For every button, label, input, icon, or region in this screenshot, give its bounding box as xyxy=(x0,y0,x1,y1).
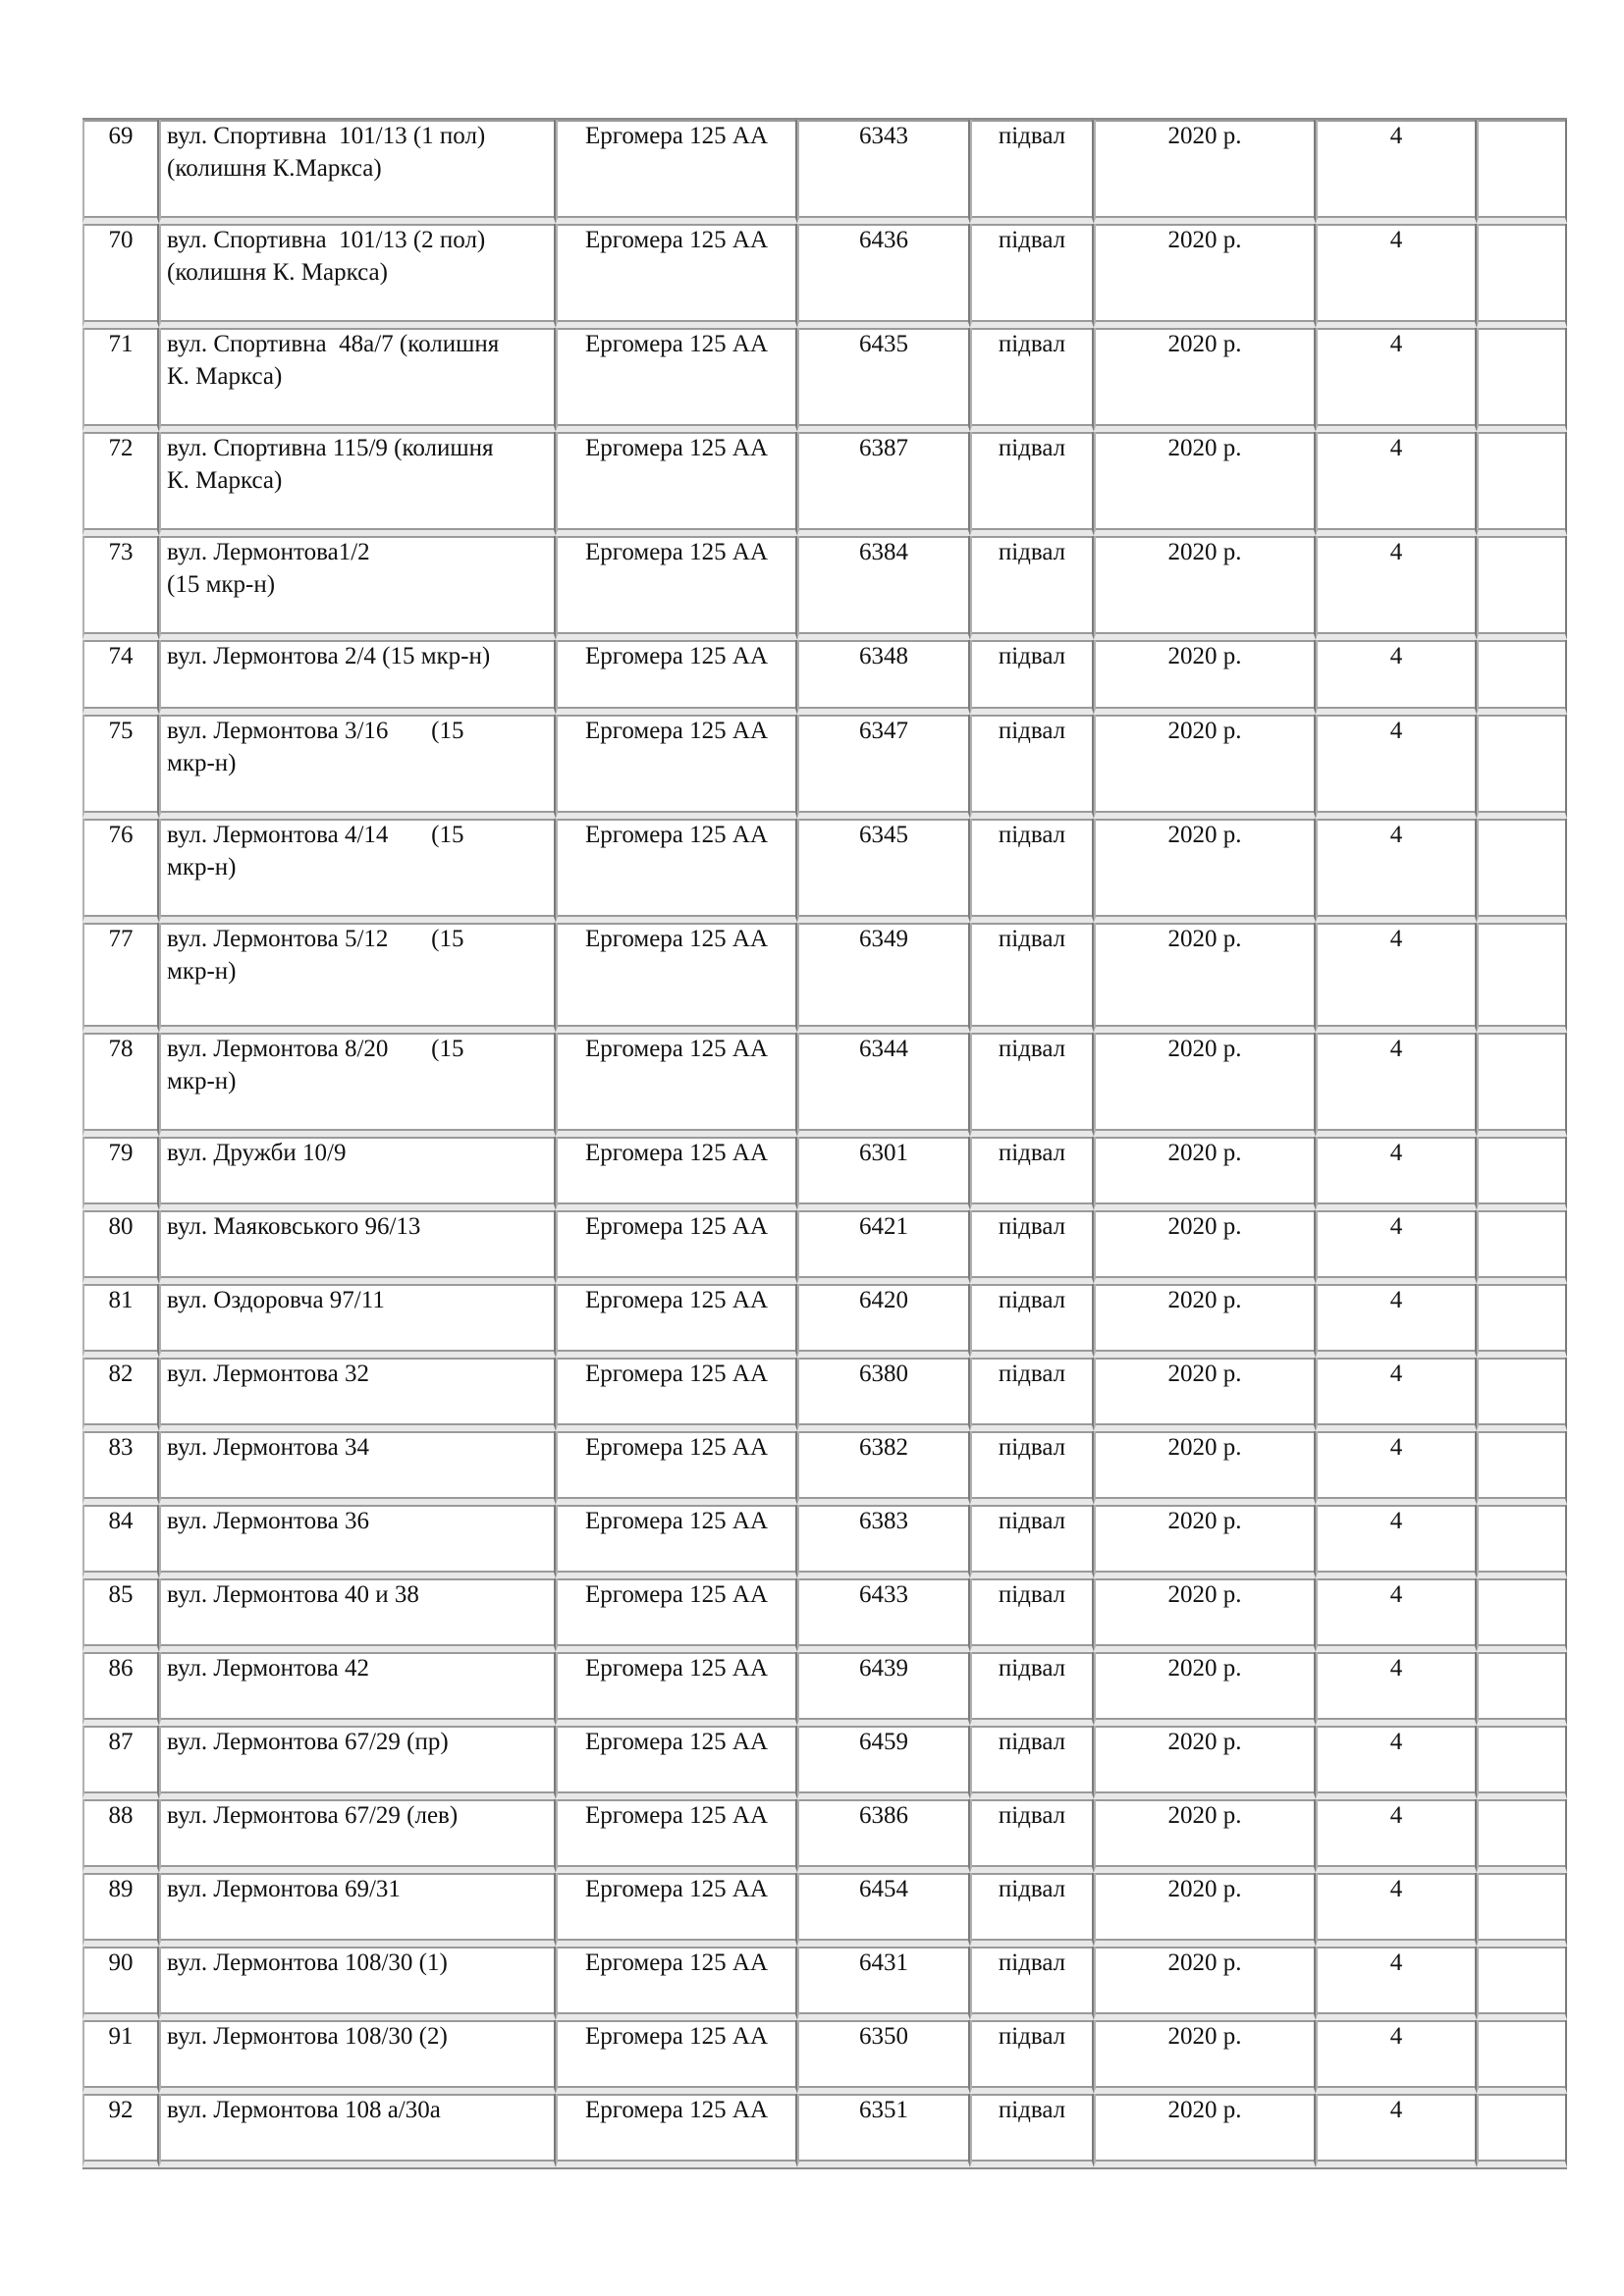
table-row xyxy=(82,1578,1567,1652)
row-number-cell: 70 xyxy=(82,224,159,328)
value-cell: 4 xyxy=(1316,923,1477,1033)
year-cell: 2020 р. xyxy=(1094,536,1316,640)
meter-type-cell: Ергомера 125 АА xyxy=(556,536,797,640)
year-cell: 2020 р. xyxy=(1094,1873,1316,1947)
value-cell: 4 xyxy=(1316,120,1477,224)
year-cell: 2020 р. xyxy=(1094,2020,1316,2094)
year-cell: 2020 р. xyxy=(1094,819,1316,923)
serial-number-cell: 6343 xyxy=(797,120,970,224)
meter-type-cell: Ергомера 125 АА xyxy=(556,1033,797,1137)
table-row xyxy=(82,819,1567,923)
row-number-cell: 91 xyxy=(82,2020,159,2094)
address-line: (колишня К.Маркса) xyxy=(167,155,382,182)
table-row xyxy=(82,2094,1567,2167)
year-cell: 2020 р. xyxy=(1094,2094,1316,2167)
year-cell: 2020 р. xyxy=(1094,328,1316,432)
serial-number-cell: 6386 xyxy=(797,1799,970,1873)
meter-type-cell: Ергомера 125 АА xyxy=(556,1137,797,1210)
empty-cell xyxy=(1477,536,1567,640)
value-cell: 4 xyxy=(1316,1578,1477,1652)
address-line: мкр-н) xyxy=(167,1068,237,1095)
location-cell: підвал xyxy=(970,819,1094,923)
table-row xyxy=(82,1137,1567,1210)
address-line: вул. Маяковського 96/13 xyxy=(167,1213,421,1240)
serial-number-cell: 6349 xyxy=(797,923,970,1033)
empty-cell xyxy=(1477,1137,1567,1210)
address-line: вул. Лермонтова 4/14 (15 xyxy=(167,822,464,848)
value-cell: 4 xyxy=(1316,2094,1477,2167)
address-cell xyxy=(159,328,556,432)
empty-cell xyxy=(1477,2094,1567,2167)
address-line: вул. Лермонтова 67/29 (лев) xyxy=(167,1802,459,1829)
meter-type-cell: Ергомера 125 АА xyxy=(556,120,797,224)
meter-type-cell: Ергомера 125 АА xyxy=(556,923,797,1033)
address-cell xyxy=(159,120,556,224)
address-cell xyxy=(159,1358,556,1431)
year-cell: 2020 р. xyxy=(1094,1799,1316,1873)
address-cell xyxy=(159,2094,556,2167)
meter-type-cell: Ергомера 125 АА xyxy=(556,328,797,432)
address-line: вул. Спортивна 101/13 (2 пол) xyxy=(167,227,486,253)
address-line: вул. Лермонтова 36 xyxy=(167,1508,369,1534)
meter-type-cell: Ергомера 125 АА xyxy=(556,2094,797,2167)
serial-number-cell: 6301 xyxy=(797,1137,970,1210)
year-cell: 2020 р. xyxy=(1094,1033,1316,1137)
table-row xyxy=(82,1947,1567,2020)
location-cell: підвал xyxy=(970,2020,1094,2094)
address-line: мкр-н) xyxy=(167,958,237,985)
table-row xyxy=(82,1431,1567,1505)
row-number-cell: 85 xyxy=(82,1578,159,1652)
empty-cell xyxy=(1477,1726,1567,1799)
row-number-cell: 79 xyxy=(82,1137,159,1210)
meter-type-cell: Ергомера 125 АА xyxy=(556,1284,797,1358)
row-number-cell: 81 xyxy=(82,1284,159,1358)
location-cell: підвал xyxy=(970,715,1094,819)
serial-number-cell: 6436 xyxy=(797,224,970,328)
address-line: вул. Лермонтова1/2 xyxy=(167,539,370,565)
value-cell: 4 xyxy=(1316,1033,1477,1137)
address-cell xyxy=(159,1799,556,1873)
table-row xyxy=(82,328,1567,432)
location-cell: підвал xyxy=(970,224,1094,328)
value-cell: 4 xyxy=(1316,536,1477,640)
empty-cell xyxy=(1477,819,1567,923)
empty-cell xyxy=(1477,1799,1567,1873)
serial-number-cell: 6350 xyxy=(797,2020,970,2094)
address-line: вул. Лермонтова 69/31 xyxy=(167,1876,401,1902)
address-line: вул. Спортивна 101/13 (1 пол) xyxy=(167,123,486,149)
address-line: (15 мкр-н) xyxy=(167,571,276,598)
year-cell: 2020 р. xyxy=(1094,1505,1316,1578)
empty-cell xyxy=(1477,1033,1567,1137)
row-number-cell: 74 xyxy=(82,640,159,715)
location-cell: підвал xyxy=(970,640,1094,715)
table-row xyxy=(82,1505,1567,1578)
address-line: вул. Лермонтова 5/12 (15 xyxy=(167,926,464,952)
meter-type-cell: Ергомера 125 АА xyxy=(556,224,797,328)
serial-number-cell: 6420 xyxy=(797,1284,970,1358)
year-cell: 2020 р. xyxy=(1094,1947,1316,2020)
value-cell: 4 xyxy=(1316,1799,1477,1873)
address-cell xyxy=(159,640,556,715)
address-cell xyxy=(159,1284,556,1358)
row-number-cell: 80 xyxy=(82,1210,159,1284)
row-number-cell: 69 xyxy=(82,120,159,224)
address-line: мкр-н) xyxy=(167,854,237,881)
location-cell: підвал xyxy=(970,1358,1094,1431)
value-cell: 4 xyxy=(1316,1726,1477,1799)
year-cell: 2020 р. xyxy=(1094,1358,1316,1431)
empty-cell xyxy=(1477,2020,1567,2094)
location-cell: підвал xyxy=(970,923,1094,1033)
address-cell xyxy=(159,1726,556,1799)
address-cell xyxy=(159,1873,556,1947)
address-cell xyxy=(159,1505,556,1578)
empty-cell xyxy=(1477,1578,1567,1652)
empty-cell xyxy=(1477,1947,1567,2020)
table-row xyxy=(82,1726,1567,1799)
meter-type-cell: Ергомера 125 АА xyxy=(556,640,797,715)
year-cell: 2020 р. xyxy=(1094,432,1316,536)
value-cell: 4 xyxy=(1316,1284,1477,1358)
value-cell: 4 xyxy=(1316,1873,1477,1947)
location-cell: підвал xyxy=(970,432,1094,536)
meter-type-cell: Ергомера 125 АА xyxy=(556,1431,797,1505)
empty-cell xyxy=(1477,120,1567,224)
meter-type-cell: Ергомера 125 АА xyxy=(556,1947,797,2020)
row-number-cell: 82 xyxy=(82,1358,159,1431)
empty-cell xyxy=(1477,1358,1567,1431)
year-cell: 2020 р. xyxy=(1094,120,1316,224)
empty-cell xyxy=(1477,224,1567,328)
address-line: вул. Дружби 10/9 xyxy=(167,1140,347,1166)
row-number-cell: 86 xyxy=(82,1652,159,1726)
address-cell xyxy=(159,1033,556,1137)
empty-cell xyxy=(1477,432,1567,536)
meter-type-cell: Ергомера 125 АА xyxy=(556,1210,797,1284)
empty-cell xyxy=(1477,1284,1567,1358)
address-cell xyxy=(159,1210,556,1284)
location-cell: підвал xyxy=(970,120,1094,224)
value-cell: 4 xyxy=(1316,1210,1477,1284)
value-cell: 4 xyxy=(1316,819,1477,923)
value-cell: 4 xyxy=(1316,2020,1477,2094)
serial-number-cell: 6344 xyxy=(797,1033,970,1137)
empty-cell xyxy=(1477,1210,1567,1284)
meter-type-cell: Ергомера 125 АА xyxy=(556,715,797,819)
table-row xyxy=(82,1873,1567,1947)
year-cell: 2020 р. xyxy=(1094,1652,1316,1726)
location-cell: підвал xyxy=(970,328,1094,432)
address-cell xyxy=(159,2020,556,2094)
year-cell: 2020 р. xyxy=(1094,640,1316,715)
table-row xyxy=(82,2020,1567,2094)
table-row xyxy=(82,536,1567,640)
serial-number-cell: 6345 xyxy=(797,819,970,923)
location-cell: підвал xyxy=(970,1137,1094,1210)
meter-type-cell: Ергомера 125 АА xyxy=(556,1873,797,1947)
year-cell: 2020 р. xyxy=(1094,224,1316,328)
serial-number-cell: 6433 xyxy=(797,1578,970,1652)
meter-type-cell: Ергомера 125 АА xyxy=(556,1578,797,1652)
value-cell: 4 xyxy=(1316,1505,1477,1578)
serial-number-cell: 6421 xyxy=(797,1210,970,1284)
address-line: вул. Лермонтова 32 xyxy=(167,1361,369,1387)
value-cell: 4 xyxy=(1316,715,1477,819)
address-cell xyxy=(159,819,556,923)
location-cell: підвал xyxy=(970,1210,1094,1284)
address-line: вул. Спортивна 115/9 (колишня xyxy=(167,435,494,461)
address-line: К. Маркса) xyxy=(167,467,283,494)
location-cell: підвал xyxy=(970,1799,1094,1873)
meter-type-cell: Ергомера 125 АА xyxy=(556,2020,797,2094)
empty-cell xyxy=(1477,328,1567,432)
serial-number-cell: 6431 xyxy=(797,1947,970,2020)
serial-number-cell: 6348 xyxy=(797,640,970,715)
serial-number-cell: 6351 xyxy=(797,2094,970,2167)
location-cell: підвал xyxy=(970,1033,1094,1137)
address-cell xyxy=(159,536,556,640)
year-cell: 2020 р. xyxy=(1094,1578,1316,1652)
meter-type-cell: Ергомера 125 АА xyxy=(556,1726,797,1799)
address-line: мкр-н) xyxy=(167,750,237,776)
meter-type-cell: Ергомера 125 АА xyxy=(556,1652,797,1726)
location-cell: підвал xyxy=(970,536,1094,640)
address-line: вул. Лермонтова 34 xyxy=(167,1434,369,1461)
location-cell: підвал xyxy=(970,1578,1094,1652)
value-cell: 4 xyxy=(1316,1947,1477,2020)
serial-number-cell: 6382 xyxy=(797,1431,970,1505)
empty-cell xyxy=(1477,1431,1567,1505)
address-cell xyxy=(159,715,556,819)
serial-number-cell: 6380 xyxy=(797,1358,970,1431)
address-line: вул. Лермонтова 108/30 (1) xyxy=(167,1949,448,1976)
value-cell: 4 xyxy=(1316,1137,1477,1210)
table-row xyxy=(82,1799,1567,1873)
location-cell: підвал xyxy=(970,2094,1094,2167)
row-number-cell: 83 xyxy=(82,1431,159,1505)
table-row xyxy=(82,923,1567,1033)
address-line: вул. Спортивна 48а/7 (колишня xyxy=(167,331,500,357)
empty-cell xyxy=(1477,715,1567,819)
empty-cell xyxy=(1477,923,1567,1033)
value-cell: 4 xyxy=(1316,432,1477,536)
address-line: вул. Лермонтова 42 xyxy=(167,1655,369,1682)
address-cell xyxy=(159,923,556,1033)
location-cell: підвал xyxy=(970,1947,1094,2020)
table-row xyxy=(82,640,1567,715)
location-cell: підвал xyxy=(970,1652,1094,1726)
serial-number-cell: 6454 xyxy=(797,1873,970,1947)
empty-cell xyxy=(1477,1505,1567,1578)
row-number-cell: 92 xyxy=(82,2094,159,2167)
value-cell: 4 xyxy=(1316,640,1477,715)
address-line: вул. Оздоровча 97/11 xyxy=(167,1287,385,1313)
meter-type-cell: Ергомера 125 АА xyxy=(556,1799,797,1873)
row-number-cell: 75 xyxy=(82,715,159,819)
address-line: вул. Лермонтова 108 а/30а xyxy=(167,2097,441,2123)
row-number-cell: 84 xyxy=(82,1505,159,1578)
address-line: вул. Лермонтова 3/16 (15 xyxy=(167,718,464,744)
serial-number-cell: 6384 xyxy=(797,536,970,640)
serial-number-cell: 6459 xyxy=(797,1726,970,1799)
location-cell: підвал xyxy=(970,1431,1094,1505)
location-cell: підвал xyxy=(970,1873,1094,1947)
location-cell: підвал xyxy=(970,1505,1094,1578)
table-row xyxy=(82,1358,1567,1431)
address-line: (колишня К. Маркса) xyxy=(167,259,388,286)
meters-table xyxy=(82,118,1567,2169)
table-row xyxy=(82,120,1567,224)
serial-number-cell: 6383 xyxy=(797,1505,970,1578)
row-number-cell: 90 xyxy=(82,1947,159,2020)
serial-number-cell: 6387 xyxy=(797,432,970,536)
address-line: вул. Лермонтова 40 и 38 xyxy=(167,1581,419,1608)
table-row xyxy=(82,432,1567,536)
value-cell: 4 xyxy=(1316,1431,1477,1505)
address-cell xyxy=(159,1137,556,1210)
year-cell: 2020 р. xyxy=(1094,1726,1316,1799)
row-number-cell: 72 xyxy=(82,432,159,536)
address-line: вул. Лермонтова 67/29 (пр) xyxy=(167,1729,449,1755)
serial-number-cell: 6439 xyxy=(797,1652,970,1726)
meter-type-cell: Ергомера 125 АА xyxy=(556,1505,797,1578)
table-row xyxy=(82,1210,1567,1284)
value-cell: 4 xyxy=(1316,1652,1477,1726)
year-cell: 2020 р. xyxy=(1094,1284,1316,1358)
meter-type-cell: Ергомера 125 АА xyxy=(556,1358,797,1431)
address-cell xyxy=(159,224,556,328)
address-cell xyxy=(159,1431,556,1505)
row-number-cell: 73 xyxy=(82,536,159,640)
row-number-cell: 71 xyxy=(82,328,159,432)
serial-number-cell: 6347 xyxy=(797,715,970,819)
address-cell xyxy=(159,1578,556,1652)
address-cell xyxy=(159,1947,556,2020)
table-row xyxy=(82,1652,1567,1726)
address-cell xyxy=(159,432,556,536)
year-cell: 2020 р. xyxy=(1094,1137,1316,1210)
location-cell: підвал xyxy=(970,1726,1094,1799)
empty-cell xyxy=(1477,640,1567,715)
table-row xyxy=(82,1284,1567,1358)
value-cell: 4 xyxy=(1316,224,1477,328)
address-line: К. Маркса) xyxy=(167,363,283,390)
row-number-cell: 89 xyxy=(82,1873,159,1947)
empty-cell xyxy=(1477,1873,1567,1947)
table-row xyxy=(82,224,1567,328)
address-cell xyxy=(159,1652,556,1726)
empty-cell xyxy=(1477,1652,1567,1726)
meter-type-cell: Ергомера 125 АА xyxy=(556,819,797,923)
row-number-cell: 76 xyxy=(82,819,159,923)
address-line: вул. Лермонтова 2/4 (15 мкр-н) xyxy=(167,643,491,669)
address-line: вул. Лермонтова 8/20 (15 xyxy=(167,1036,464,1062)
meter-type-cell: Ергомера 125 АА xyxy=(556,432,797,536)
row-number-cell: 88 xyxy=(82,1799,159,1873)
table-row xyxy=(82,1033,1567,1137)
row-number-cell: 78 xyxy=(82,1033,159,1137)
row-number-cell: 87 xyxy=(82,1726,159,1799)
value-cell: 4 xyxy=(1316,328,1477,432)
year-cell: 2020 р. xyxy=(1094,923,1316,1033)
address-line: вул. Лермонтова 108/30 (2) xyxy=(167,2023,448,2050)
location-cell: підвал xyxy=(970,1284,1094,1358)
year-cell: 2020 р. xyxy=(1094,1431,1316,1505)
row-number-cell: 77 xyxy=(82,923,159,1033)
year-cell: 2020 р. xyxy=(1094,715,1316,819)
value-cell: 4 xyxy=(1316,1358,1477,1431)
year-cell: 2020 р. xyxy=(1094,1210,1316,1284)
table-row xyxy=(82,715,1567,819)
serial-number-cell: 6435 xyxy=(797,328,970,432)
